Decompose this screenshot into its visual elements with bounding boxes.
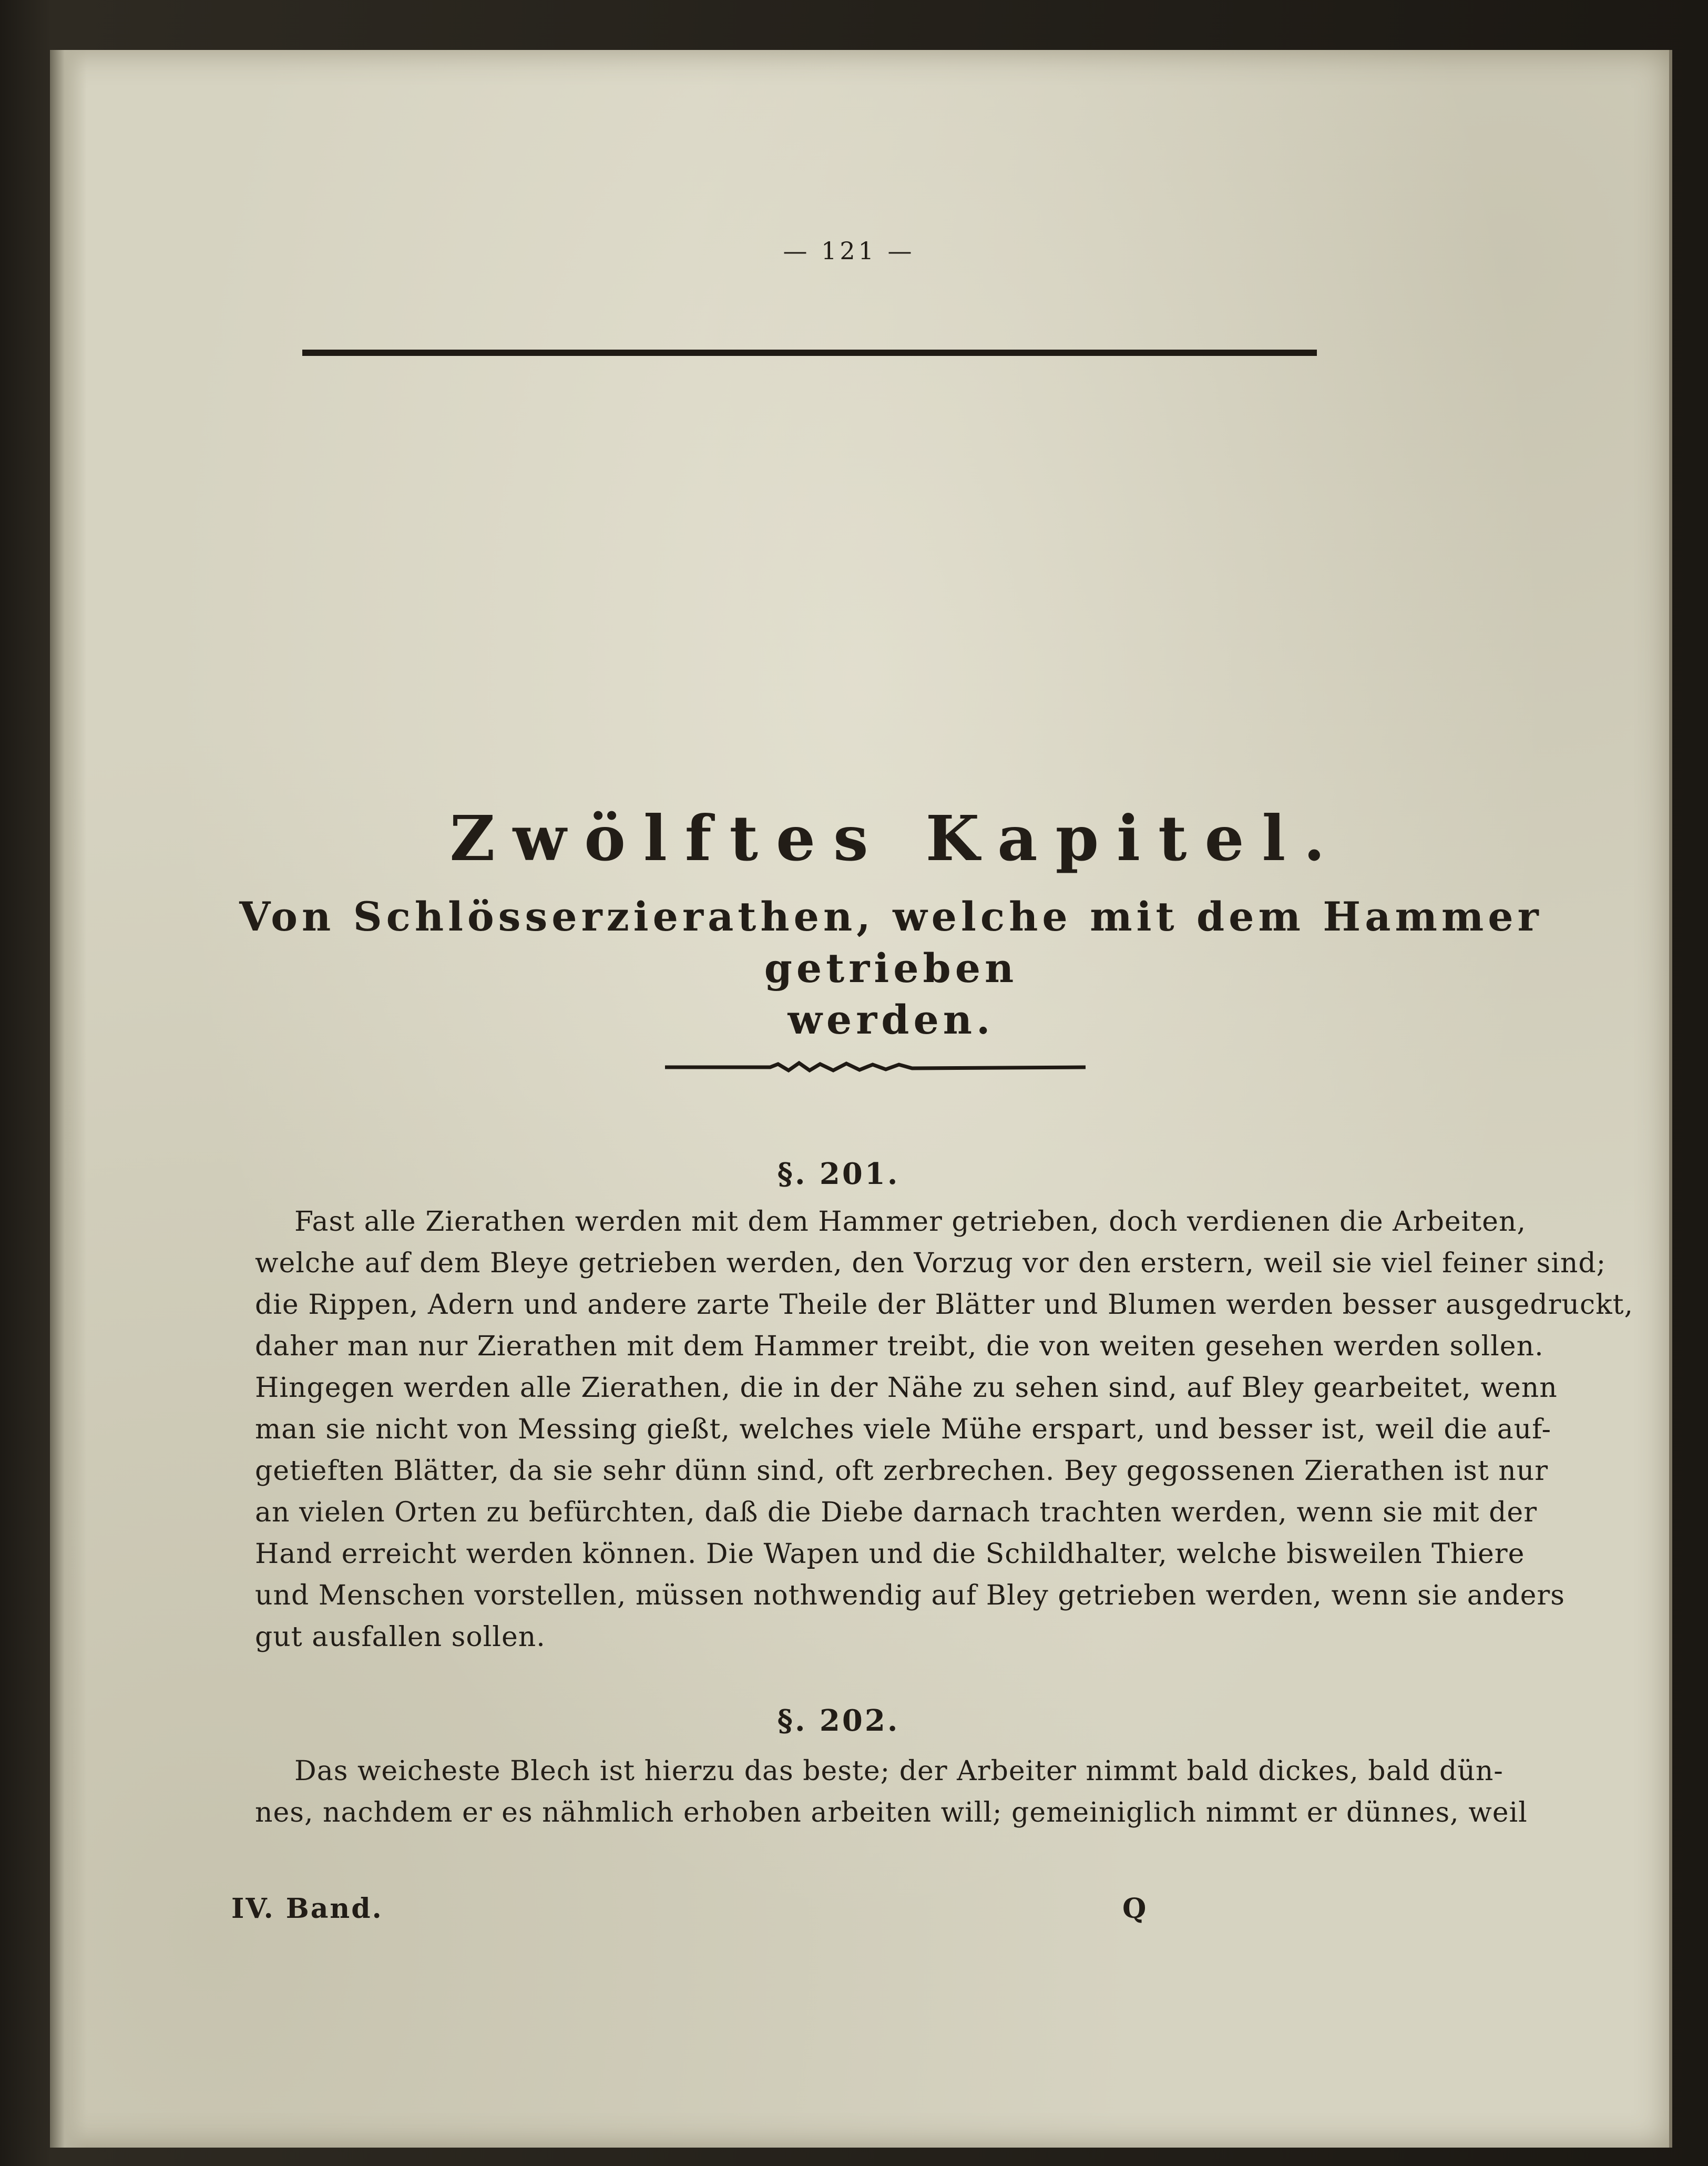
page-gutter [50, 50, 87, 2148]
signature-mark: Q [1122, 1893, 1147, 1925]
text-line: Hingegen werden alle Zierathen, die in der Nähe zu sehen sind, auf Bley gearbeitet, wenn [255, 1372, 1558, 1404]
page-number: — 121 — [783, 237, 915, 265]
book-page [50, 50, 1672, 2148]
chapter-subtitle-line: werden. [787, 996, 995, 1043]
section-mark-202: §. 202. [777, 1703, 900, 1738]
text-line: Fast alle Zierathen werden mit dem Hammer getrieben, doch verdienen die Arbeiten, [294, 1206, 1526, 1238]
text-line: daher man nur Zierathen mit dem Hammer treibt, die von weiten gesehen werden sollen. [255, 1331, 1544, 1362]
section-201-paragraph [255, 1201, 1634, 1658]
text-line: welche auf dem Bleye getrieben werden, den Vorzug vor den erstern, weil sie viel feiner sind; [255, 1248, 1607, 1279]
ornamental-rule [665, 1057, 1086, 1078]
header-rule [302, 350, 1317, 356]
volume-label: IV. Band. [231, 1893, 383, 1925]
chapter-title: Zwölftes Kapitel. [449, 802, 1343, 875]
text-line: Das weicheste Blech ist hierzu das beste; der Arbeiter nimmt bald dickes, bald dün- [294, 1755, 1504, 1787]
section-202-paragraph [255, 1751, 1528, 1834]
text-line: Hand erreicht werden können. Die Wapen und die Schildhalter, welche bisweilen Thiere [255, 1538, 1525, 1570]
text-line: an vielen Orten zu befürchten, daß die Diebe darnach trachten werden, wenn sie mit der [255, 1497, 1538, 1528]
text-line: man sie nicht von Messing gießt, welches viele Mühe erspart, und besser ist, weil die auf- [255, 1414, 1552, 1445]
chapter-subtitle-line: Von Schlösserzierathen, welche mit dem Hammer getrieben [239, 893, 1543, 992]
text-line: und Menschen vorstellen, müssen nothwendig auf Bley getrieben werden, wenn sie anders [255, 1580, 1565, 1611]
text-line: nes, nachdem er es nähmlich erhoben arbeiten will; gemeiniglich nimmt er dünnes, weil [255, 1797, 1528, 1828]
text-line: die Rippen, Adern und andere zarte Theile der Blätter und Blumen werden besser ausgedruckt, [255, 1289, 1634, 1321]
section-mark-201: §. 201. [777, 1157, 900, 1191]
chapter-subtitle [223, 891, 1559, 1046]
text-line: gut ausfallen sollen. [255, 1621, 546, 1653]
text-line: getieften Blätter, da sie sehr dünn sind, oft zerbrechen. Bey gegossenen Zierathen ist nur [255, 1455, 1549, 1487]
